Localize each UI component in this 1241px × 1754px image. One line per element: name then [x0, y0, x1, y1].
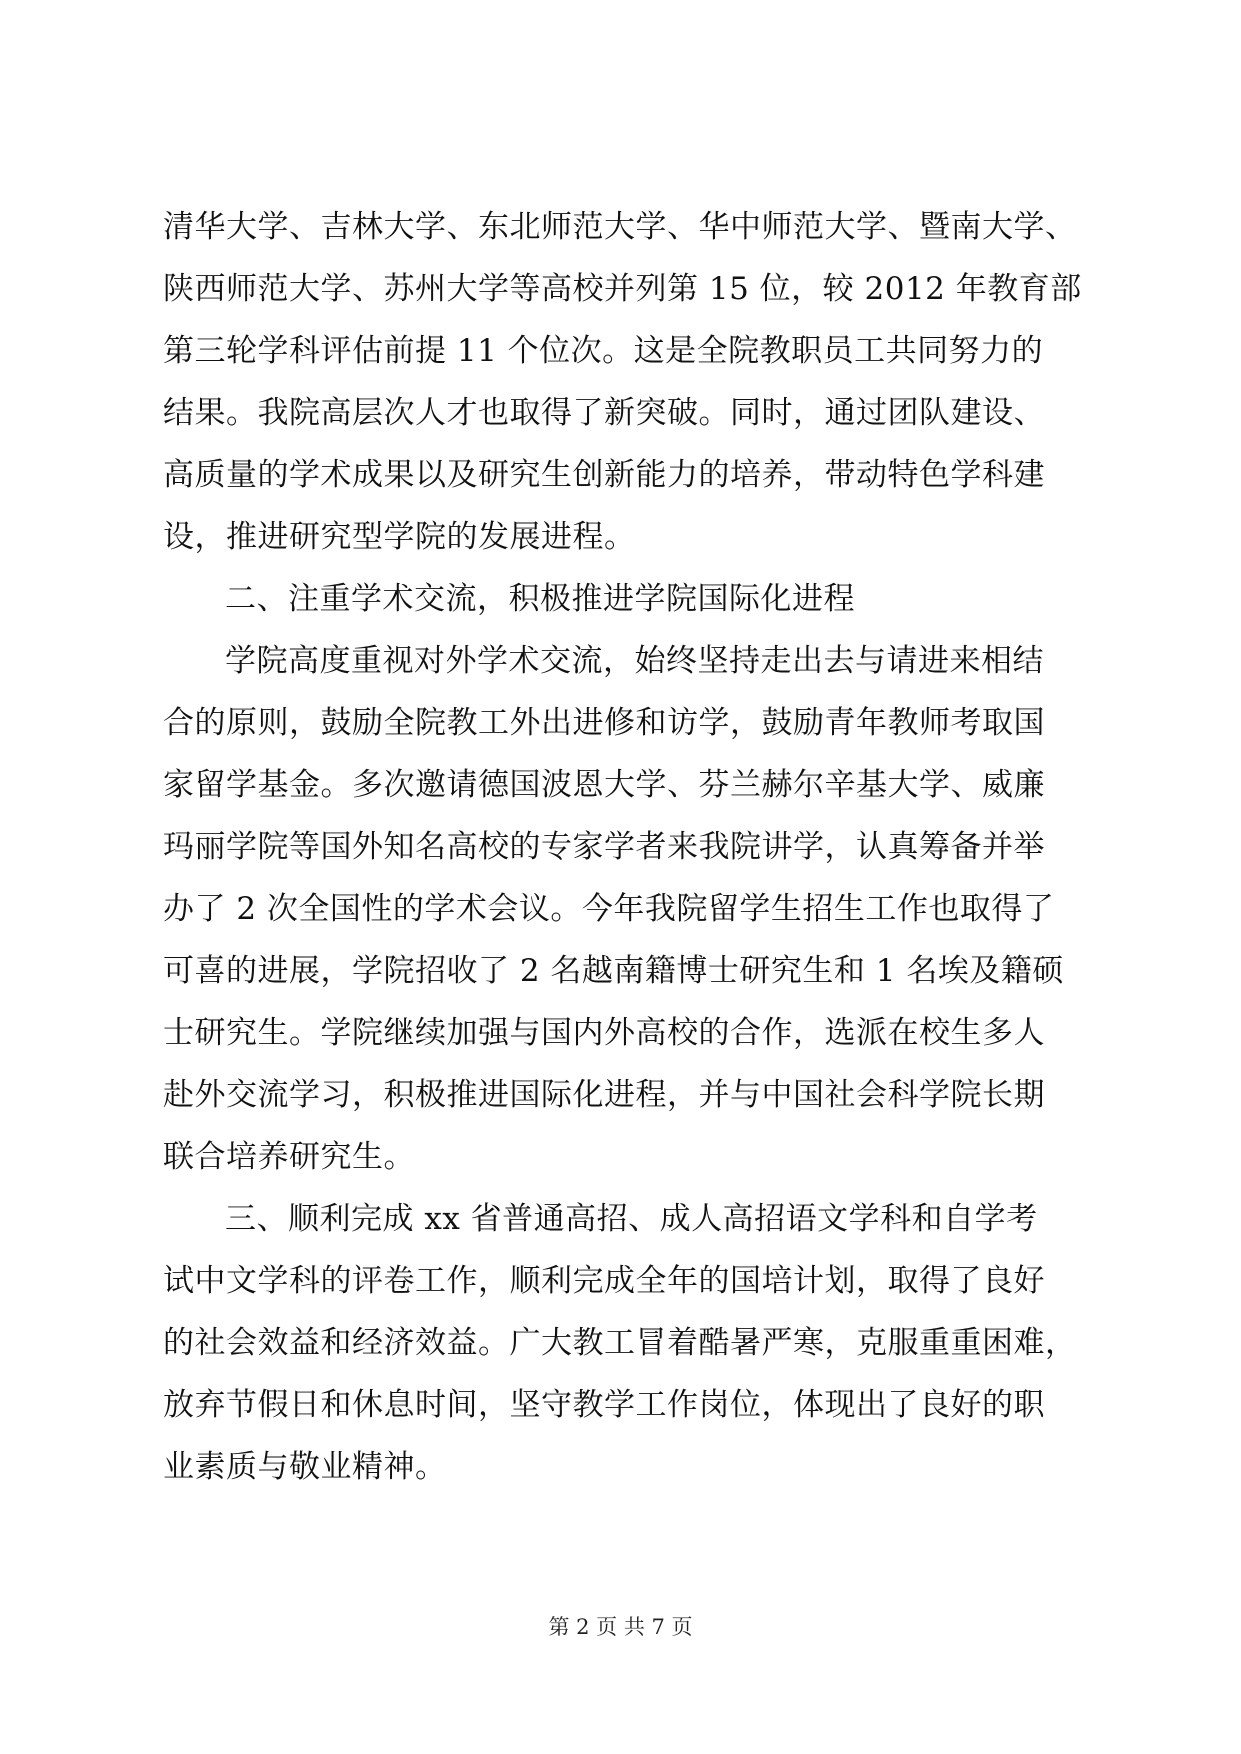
text-line: 放弃节假日和休息时间，坚守教学工作岗位，体现出了良好的职	[163, 1387, 1045, 1423]
text-line: 士研究生。学院继续加强与国内外高校的合作，选派在校生多人	[163, 1015, 1045, 1051]
text-line: 陕西师范大学、苏州大学等高校并列第 15 位，较 2012 年教育部	[163, 271, 1082, 307]
text-line: 办了 2 次全国性的学术会议。今年我院留学生招生工作也取得了	[163, 891, 1055, 927]
paragraph	[163, 196, 1083, 568]
section-heading	[163, 568, 1083, 630]
text-line: 三、顺利完成 xx 省普通高招、成人高招语文学科和自学考	[225, 1201, 1038, 1237]
text-line: 高质量的学术成果以及研究生创新能力的培养，带动特色学科建	[163, 457, 1045, 493]
text-line: 业素质与敬业精神。	[163, 1449, 447, 1485]
text-line: 的社会效益和经济效益。广大教工冒着酷暑严寒，克服重重困难，	[163, 1325, 1077, 1361]
text-line: 设，推进研究型学院的发展进程。	[163, 519, 636, 555]
text-line: 清华大学、吉林大学、东北师范大学、华中师范大学、暨南大学、	[163, 209, 1077, 245]
text-line: 学院高度重视对外学术交流，始终坚持走出去与请进来相结	[225, 643, 1044, 679]
document-body	[163, 196, 1083, 1498]
text-line: 玛丽学院等国外知名高校的专家学者来我院讲学，认真筹备并举	[163, 829, 1045, 865]
text-line: 合的原则，鼓励全院教工外出进修和访学，鼓励青年教师考取国	[163, 705, 1045, 741]
text-line: 赴外交流学习，积极推进国际化进程，并与中国社会科学院长期	[163, 1077, 1045, 1113]
text-line: 联合培养研究生。	[163, 1139, 415, 1175]
text-line: 家留学基金。多次邀请德国波恩大学、芬兰赫尔辛基大学、威廉	[163, 767, 1045, 803]
text-line: 可喜的进展，学院招收了 2 名越南籍博士研究生和 1 名埃及籍硕	[163, 953, 1064, 989]
paragraph	[163, 630, 1083, 1188]
page-footer: 第 2 页 共 7 页	[548, 1615, 693, 1639]
paragraph	[163, 1188, 1083, 1498]
text-line: 二、注重学术交流，积极推进学院国际化进程	[225, 581, 855, 617]
text-line: 第三轮学科评估前提 11 个位次。这是全院教职员工共同努力的	[163, 333, 1044, 369]
text-line: 结果。我院高层次人才也取得了新突破。同时，通过团队建设、	[163, 395, 1045, 431]
text-line: 试中文学科的评卷工作，顺利完成全年的国培计划，取得了良好	[163, 1263, 1045, 1299]
